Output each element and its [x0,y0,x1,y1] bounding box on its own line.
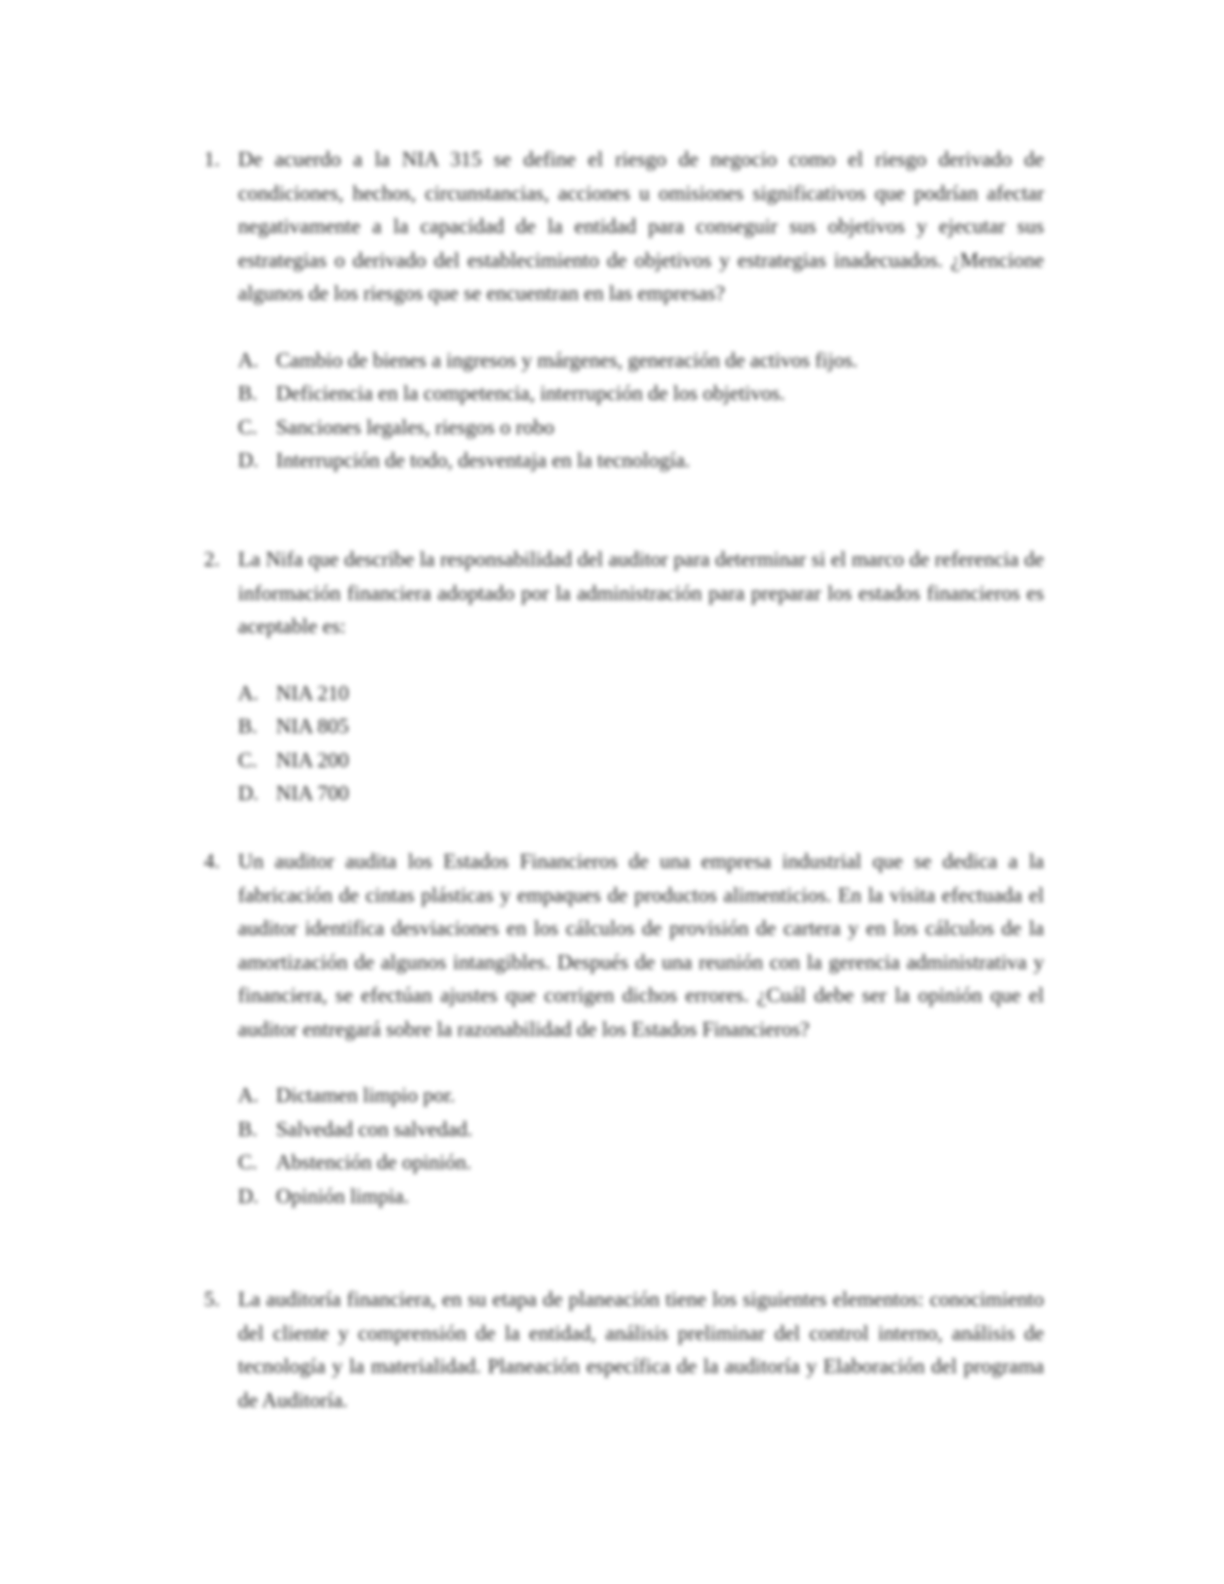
option-letter: B. [238,381,258,405]
question-number: 1. [204,147,220,171]
option-b [238,1113,1044,1147]
option-text: NIA 805 [276,714,349,738]
option-letter: C. [238,747,258,772]
option-b [238,710,1044,744]
option-text: NIA 210 [276,680,349,705]
option-letter: D. [238,1183,259,1208]
option-c [238,1146,1044,1180]
option-d [238,444,1044,478]
option-letter: B. [238,714,258,738]
option-text: Abstención de opinión. [276,1150,472,1174]
question-5 [204,1283,1044,1417]
option-b [238,377,1044,411]
option-text: Deficiencia en la competencia, interrupción de los objetivos. [276,381,786,405]
question-text: De acuerdo a la NIA 315 se define el riesgo de negocio como el riesgo derivado de condiciones, hechos, circunstancias, acciones u omisiones significativos que podrían afectar negativamente a la capacidad de la entidad para conseguir sus objetivos y ejecutar sus estrategias o derivado del establecimiento de objetivos y estrategias inadecuados. ¿Mencione algunos de los riesgos que se encuentran en las empresas? [238,147,1044,305]
option-letter: A. [238,680,259,705]
option-text: Opinión limpia. [276,1183,409,1208]
question-number: 2. [204,547,220,571]
option-letter: C. [238,414,258,439]
option-text: Salvedad con salvedad. [276,1116,473,1141]
option-letter: A. [238,347,259,372]
option-c [238,744,1044,778]
option-text: Dictamen limpio por. [276,1083,456,1107]
option-text: NIA 200 [276,747,349,772]
option-a [238,344,1044,378]
option-letter: D. [238,781,259,805]
question-text: La Nifa que describe la responsabilidad del auditor para determinar si el marco de referencia de información financiera adoptado por la administración para preparar los estados financieros es aceptable es: [238,547,1044,638]
option-text: Interrupción de todo, desventaja en la tecnología. [276,448,691,472]
option-text: Sanciones legales, riesgos o robo [276,414,555,439]
option-letter: C. [238,1150,258,1174]
option-text: NIA 700 [276,781,349,805]
option-letter: B. [238,1116,258,1141]
option-c [238,411,1044,445]
option-a [238,677,1044,711]
options-list [238,677,1044,811]
question-4 [204,845,1044,1213]
options-list [238,344,1044,478]
option-a [238,1079,1044,1113]
option-letter: D. [238,448,259,472]
option-d [238,777,1044,811]
question-text: Un auditor audita los Estados Financieros de una empresa industrial que se dedica a la fabricación de cintas plásticas y empaques de productos alimenticios. En la visita efectuada el auditor identifica desviaciones en los cálculos de provisión de cartera y en los cálculos de la amortización de algunos intangibles. Después de una reunión con la gerencia administrativa y financiera, se efectúan ajustes que corrigen dichos errores. ¿Cuál debe ser la opinión que el auditor entregará sobre la razonabilidad de los Estados Financieros? [238,849,1044,1041]
question-number: 4. [204,849,220,873]
question-1 [204,143,1044,478]
question-number: 5. [204,1287,220,1311]
options-list [238,1079,1044,1213]
question-2 [204,543,1044,811]
option-text: Cambio de bienes a ingresos y márgenes, generación de activos fijos. [276,347,858,372]
option-letter: A. [238,1083,259,1107]
option-d [238,1180,1044,1214]
question-text: La auditoría financiera, en su etapa de planeación tiene los siguientes elementos: conocimiento del cliente y comprensión de la entidad, análisis preliminar del control interno, análisis de tecnología y la materialidad. Planeación específica de la auditoría y Elaboración del programa de Auditoría. [238,1287,1044,1412]
